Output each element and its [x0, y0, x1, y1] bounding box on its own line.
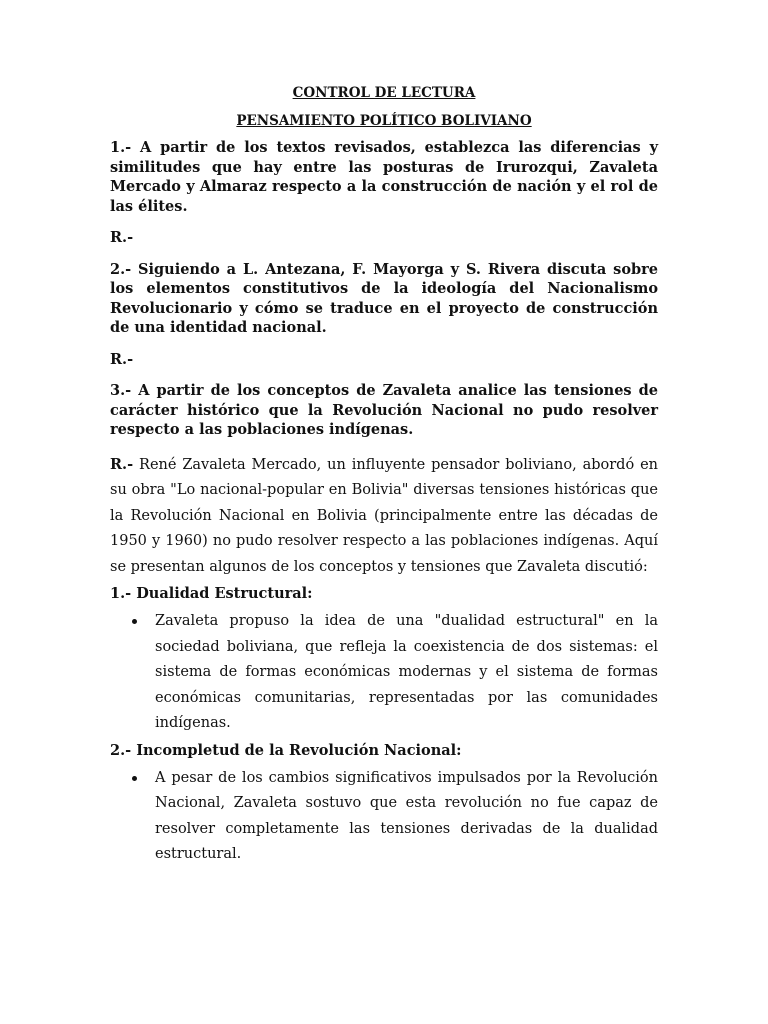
question-2: 2.- Siguiendo a L. Antezana, F. Mayorga y S. Rivera discuta sobre los elementos constitutivos de la ideología del Nacionalismo Revolucionario y cómo se traduce en el proyecto de construcción de una identidad nacional. — [110, 260, 658, 336]
document-page — [110, 84, 658, 872]
section-1-bullet-text: Zavaleta propuso la idea de una "dualidad estructural" en la sociedad boliviana, que refleja la coexistencia de dos sistemas: el sistema de formas económicas modernas y el sistema de formas económicas comunitarias, representadas por las comunidades indígenas. — [155, 613, 658, 731]
document-title: CONTROL DE LECTURA — [292, 85, 476, 101]
question-3: 3.- A partir de los conceptos de Zavaleta analice las tensiones de carácter histórico que la Revolución Nacional no pudo resolver respecto a las poblaciones indígenas. — [110, 382, 658, 438]
answer-3-text: René Zavaleta Mercado, un influyente pensador boliviano, abordó en su obra "Lo nacional-popular en Bolivia" diversas tensiones históricas que la Revolución Nacional en Bolivia (principalmente entre las décadas de 1950 y 1960) no pudo resolver respecto a las poblaciones indígenas. Aquí se presentan algunos de los conceptos y tensiones que Zavaleta discutió: — [110, 456, 658, 575]
answer-1-label: R.- — [110, 229, 134, 246]
section-2-list — [110, 766, 658, 868]
question-1: 1.- A partir de los textos revisados, establezca las diferencias y similitudes que hay entre las posturas de Irurozqui, Zavaleta Mercado y Almaraz respecto a la construcción de nación y el rol de las élites. — [110, 139, 658, 215]
bullet-icon — [132, 619, 137, 624]
section-1-list — [110, 609, 658, 737]
list-item — [110, 766, 658, 868]
document-subtitle: PENSAMIENTO POLÍTICO BOLIVIANO — [236, 113, 532, 129]
section-1-heading: 1.- Dualidad Estructural: — [110, 585, 313, 602]
section-2-heading: 2.- Incompletud de la Revolución Nacional: — [110, 741, 462, 759]
list-item — [110, 609, 658, 737]
answer-2-label: R.- — [110, 350, 134, 368]
answer-3 — [110, 452, 658, 581]
answer-3-label: R.- — [110, 455, 134, 473]
section-2-bullet-text: A pesar de los cambios significativos impulsados por la Revolución Nacional, Zavaleta sostuvo que esta revolución no fue capaz de resolver completamente las tensiones derivadas de la dualidad estructural. — [155, 769, 658, 862]
bullet-icon — [132, 776, 137, 781]
